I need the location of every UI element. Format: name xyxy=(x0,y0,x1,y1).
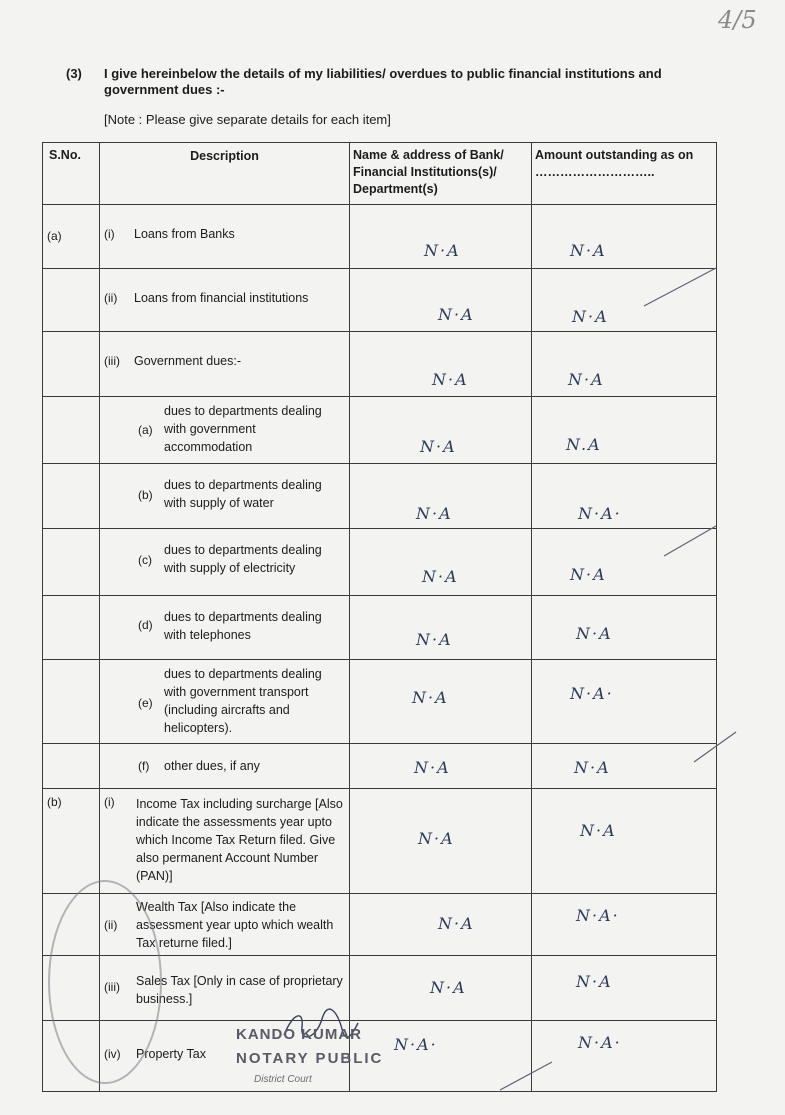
description-text: other dues, if any xyxy=(164,759,260,773)
name-address-cell xyxy=(350,464,532,529)
amount-cell xyxy=(532,205,717,269)
description-cell xyxy=(100,269,350,332)
handwritten-amount-value: N·A xyxy=(576,624,613,643)
sno-cell xyxy=(43,529,100,596)
name-address-cell xyxy=(350,596,532,660)
name-address-cell xyxy=(350,332,532,397)
name-address-cell xyxy=(350,660,532,744)
sno-cell xyxy=(43,269,100,332)
sno-cell xyxy=(43,332,100,397)
table-row xyxy=(43,789,717,894)
description-cell xyxy=(100,789,350,894)
description-text: Loans from financial institutions xyxy=(134,291,309,305)
amount-cell xyxy=(532,894,717,956)
table-header-row xyxy=(43,143,717,205)
roman-numeral: (iii) xyxy=(104,354,120,368)
section-number: (3) xyxy=(66,66,82,81)
sub-letter: (f) xyxy=(138,759,150,773)
roman-numeral: (iv) xyxy=(104,1047,121,1061)
description-cell xyxy=(100,596,350,660)
roman-numeral: (ii) xyxy=(104,291,118,305)
sno-label: (b) xyxy=(47,795,62,809)
header-description: Description xyxy=(100,143,350,205)
sub-letter: (c) xyxy=(138,553,152,567)
handwritten-amount-value: N.A xyxy=(566,435,602,454)
handwritten-name-value: N·A xyxy=(416,630,453,649)
amount-cell xyxy=(532,744,717,789)
table-row xyxy=(43,269,717,332)
table-row xyxy=(43,596,717,660)
description-text: Wealth Tax [Also indicate the assessment year upto which wealth Tax returne filed.] xyxy=(136,900,334,950)
table-row xyxy=(43,660,717,744)
handwritten-amount-value: N·A xyxy=(568,370,605,389)
sno-cell xyxy=(43,660,100,744)
margin-pencil-stroke xyxy=(640,262,720,312)
handwritten-amount-value: N·A xyxy=(570,565,607,584)
header-name-address: Name & address of Bank/ Financial Institutions(s)/ Department(s) xyxy=(350,143,532,205)
handwritten-name-value: N·A xyxy=(438,305,475,324)
description-text: dues to departments dealing with supply of water xyxy=(164,478,322,510)
handwritten-name-value: N·A xyxy=(438,914,475,933)
description-cell xyxy=(100,464,350,529)
description-text: dues to departments dealing with telephones xyxy=(164,610,322,642)
description-text: Property Tax xyxy=(136,1047,206,1061)
handwritten-name-value: N·A xyxy=(432,370,469,389)
handwritten-amount-value: N·A xyxy=(570,241,607,260)
name-address-cell xyxy=(350,397,532,464)
amount-cell xyxy=(532,332,717,397)
handwritten-amount-value: N·A· xyxy=(576,906,620,925)
table-row xyxy=(43,464,717,529)
name-address-cell xyxy=(350,529,532,596)
roman-numeral: (ii) xyxy=(104,918,118,932)
sno-cell xyxy=(43,205,100,269)
description-cell xyxy=(100,332,350,397)
description-cell xyxy=(100,529,350,596)
sub-letter: (a) xyxy=(138,423,153,437)
margin-pencil-stroke xyxy=(690,726,740,766)
name-address-cell xyxy=(350,269,532,332)
name-address-cell xyxy=(350,789,532,894)
name-address-cell xyxy=(350,956,532,1021)
sno-cell xyxy=(43,744,100,789)
table-row xyxy=(43,205,717,269)
section-note: [Note : Please give separate details for each item] xyxy=(104,112,391,127)
amount-cell xyxy=(532,1021,717,1092)
table-row xyxy=(43,744,717,789)
amount-cell xyxy=(532,464,717,529)
handwritten-name-value: N·A xyxy=(430,978,467,997)
amount-cell xyxy=(532,397,717,464)
sno-cell xyxy=(43,789,100,894)
handwritten-name-value: N·A xyxy=(418,829,455,848)
table-row xyxy=(43,332,717,397)
description-cell xyxy=(100,205,350,269)
amount-cell xyxy=(532,956,717,1021)
stamp-notary-title: NOTARY PUBLIC xyxy=(236,1050,384,1067)
handwritten-amount-value: N·A xyxy=(574,758,611,777)
description-text: Sales Tax [Only in case of proprietary business.] xyxy=(136,974,343,1006)
description-cell xyxy=(100,744,350,789)
sub-letter: (e) xyxy=(138,696,153,710)
handwritten-name-value: N·A· xyxy=(394,1035,438,1054)
handwritten-amount-value: N·A· xyxy=(570,684,614,703)
name-address-cell xyxy=(350,894,532,956)
stamp-district: District Court xyxy=(254,1074,312,1085)
stamp-name: KANDO KUMAR xyxy=(236,1026,362,1043)
sno-cell xyxy=(43,464,100,529)
handwritten-amount-value: N·A xyxy=(580,821,617,840)
sub-letter: (d) xyxy=(138,618,153,632)
amount-cell xyxy=(532,596,717,660)
handwritten-name-value: N·A xyxy=(416,504,453,523)
handwritten-name-value: N·A xyxy=(412,688,449,707)
description-text: dues to departments dealing with government transport (including aircrafts and helicopters). xyxy=(164,667,322,735)
name-address-cell xyxy=(350,205,532,269)
handwritten-name-value: N·A xyxy=(424,241,461,260)
official-seal xyxy=(48,880,162,1084)
sno-cell xyxy=(43,596,100,660)
description-text: Loans from Banks xyxy=(134,227,235,241)
handwritten-name-value: N·A xyxy=(422,567,459,586)
roman-numeral: (iii) xyxy=(104,980,120,994)
amount-cell xyxy=(532,660,717,744)
sub-letter: (b) xyxy=(138,488,153,502)
roman-numeral: (i) xyxy=(104,795,115,809)
header-sno: S.No. xyxy=(43,143,100,205)
sno-cell xyxy=(43,397,100,464)
handwritten-name-value: N·A xyxy=(414,758,451,777)
description-text: Government dues:- xyxy=(134,354,241,368)
sno-label: (a) xyxy=(47,229,62,243)
description-text: dues to departments dealing with government accommodation xyxy=(164,404,322,454)
margin-pencil-stroke xyxy=(496,1058,556,1094)
table-row xyxy=(43,397,717,464)
description-text: dues to departments dealing with supply of electricity xyxy=(164,543,322,575)
handwritten-amount-value: N·A xyxy=(572,307,609,326)
amount-cell xyxy=(532,789,717,894)
margin-pencil-stroke xyxy=(660,520,720,560)
table-row xyxy=(43,529,717,596)
handwritten-amount-value: N·A· xyxy=(578,1033,622,1052)
roman-numeral: (i) xyxy=(104,227,115,241)
handwritten-name-value: N·A xyxy=(420,437,457,456)
description-text: Income Tax including surcharge [Also indicate the assessments year upto which Income Tax Return filed. Give also permanent Account Number (PAN)] xyxy=(136,797,343,883)
header-amount: Amount outstanding as on ……………………….. xyxy=(532,143,717,205)
page-corner-mark: 4/5 xyxy=(718,6,757,34)
description-cell xyxy=(100,397,350,464)
section-heading: I give hereinbelow the details of my liabilities/ overdues to public financial institutions and government dues :- xyxy=(104,66,662,97)
description-cell xyxy=(100,660,350,744)
handwritten-amount-value: N·A· xyxy=(578,504,622,523)
handwritten-amount-value: N·A xyxy=(576,972,613,991)
name-address-cell xyxy=(350,744,532,789)
